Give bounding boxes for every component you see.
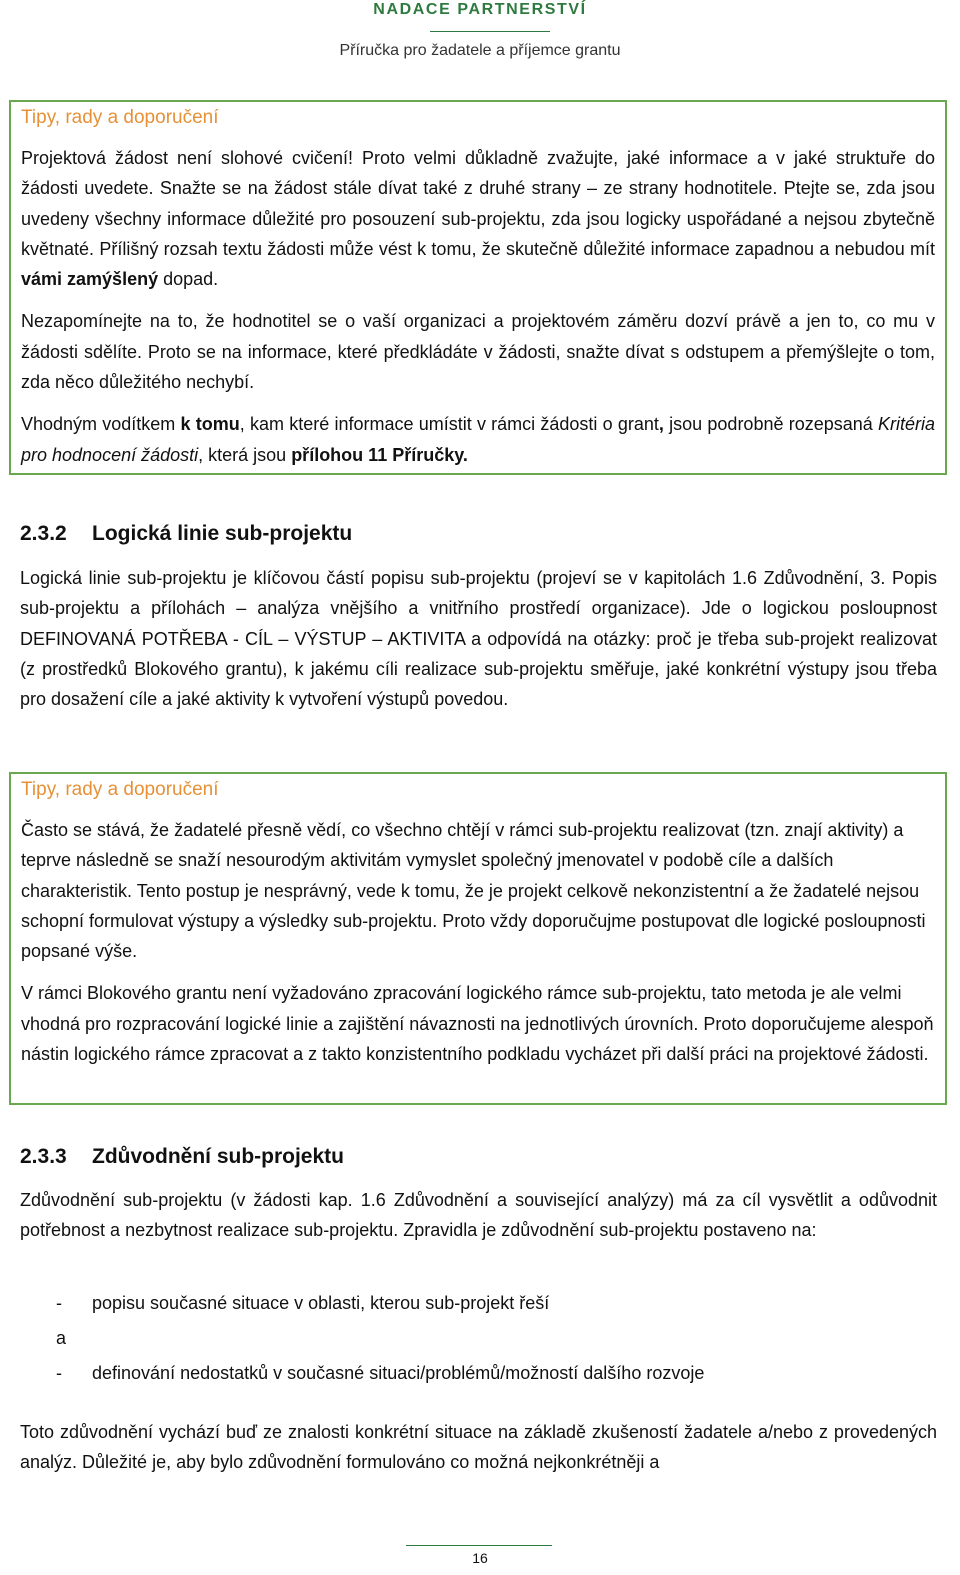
section-body xyxy=(20,1185,937,1246)
bold-text: k tomu xyxy=(180,414,240,435)
page-number: 16 xyxy=(472,1550,488,1566)
text-run: , která jsou xyxy=(198,444,292,465)
tips-paragraph xyxy=(21,143,935,294)
tips-box-title: Tipy, rady a doporučení xyxy=(21,107,219,128)
list-item-text: popisu současné situace v oblasti, kterou sub-projekt řeší xyxy=(92,1293,550,1313)
text-run: , kam které informace umístit v rámci žádosti o grant xyxy=(239,414,659,435)
list-dash: - xyxy=(56,1363,62,1383)
italic-text: Kritéria pro hodnocení žádosti xyxy=(21,414,935,465)
list-item-text: definování nedostatků v současné situaci/problémů/možností dalšího rozvoje xyxy=(92,1363,705,1383)
body-paragraph: Logická linie sub-projektu je klíčovou částí popisu sub-projektu (projeví se v kapitolách 1.6 Zdůvodnění, 3. Popis sub-projektu a přílohách – analýza vnějšího a vnitřního prostředí organizace). Jde o logickou posloupnost DEFINOVANÁ POTŘEBA - CÍL – VÝSTUP – AKTIVITA a odpovídá na otázky: proč je třeba sub-projekt realizovat (z prostředků Blokového grantu), k jakému cíli realizace sub-projektu směřuje, jaké konkrétní výstupy jsou třeba pro dosažení cíle a jaké aktivity k vytvoření výstupů povedou. xyxy=(20,568,937,710)
body-paragraph: Zdůvodnění sub-projektu (v žádosti kap. 1.6 Zdůvodnění a související analýzy) má za cíl vysvětlit a odůvodnit potřebnost a nezbytnost realizace sub-projektu. Zpravidla je zdůvodnění sub-projektu postaveno na: xyxy=(20,1190,937,1241)
section-body xyxy=(20,1417,937,1478)
body-paragraph: Toto zdůvodnění vychází buď ze znalosti konkrétní situace na základě zkušeností žadatele a/nebo z provedených analýz. Důležité je, aby bylo zdůvodnění formulováno co možná nejkonkrétněji a xyxy=(20,1422,937,1473)
text-run: Projektová žádost není slohové cvičení! Proto velmi důkladně zvažujte, jaké informace a v jaké struktuře do žádosti uvedete. Snažte se na žádost stále dívat také z druhé strany – ze strany hodnotitele. Ptejte se, zda jsou uvedeny všechny informace důležité pro posouzení sub-projektu, zda jsou logicky uspořádané a nejsou zbytečně květnaté. Přílišný rozsah textu žádosti může vést k tomu, že skutečně důležité informace zapadnou a nebudou mít xyxy=(21,148,935,259)
section-title: Logická linie sub-projektu xyxy=(92,522,353,545)
text-run: dopad. xyxy=(158,269,219,290)
tips-paragraph: Často se stává, že žadatelé přesně vědí, co všechno chtějí v rámci sub-projektu realizovat (tzn. znají aktivity) a teprve následně se snaží nesourodým aktivitám vymyslet společný jmenovatel v podobě cíle a dalších charakteristik. Tento postup je nesprávný, vede k tomu, že je projekt celkově nekonzistentní a že žadatelé nejsou schopní formulovat výstupy a výsledky sub-projektu. Proto vždy doporučujme postupovat dle logické posloupnosti popsané výše. xyxy=(21,820,926,962)
header-brand: NADACE PARTNERSTVÍ xyxy=(373,1,587,18)
list-item xyxy=(20,1288,549,1318)
tips-paragraph: Nezapomínejte na to, že hodnotitel se o vaší organizaci a projektovém záměru dozví právě a jen to, co mu v žádosti sdělíte. Proto se na informace, které předkládáte v žádosti, snažte dívat s odstupem a přemýšlejte o tom, zda něco důležitého nechybí. xyxy=(21,311,935,393)
header-subtitle: Příručka pro žadatele a příjemce grantu xyxy=(339,42,621,59)
text-run: jsou podrobně rozepsaná xyxy=(663,414,878,435)
bold-text: vámi zamýšlený xyxy=(21,269,159,290)
tips-paragraph: V rámci Blokového grantu není vyžadováno zpracování logického rámce sub-projektu, tato metoda je ale velmi vhodná pro rozpracování logické linie a zajištění návaznosti na jednotlivých úrovních. Proto doporučujeme alespoň nástin logického rámce zpracovat a z takto konzistentního podkladu vycházet při další práci na projektové žádosti. xyxy=(21,983,934,1065)
bold-text: přílohou 11 Příručky. xyxy=(291,444,468,465)
list-conjunction: a xyxy=(56,1328,67,1348)
text-run: Vhodným vodítkem xyxy=(21,414,181,435)
tips-box-2 xyxy=(9,772,947,1105)
list-dash: - xyxy=(56,1293,62,1313)
section-body xyxy=(20,563,937,714)
tips-paragraph xyxy=(21,409,935,470)
section-heading xyxy=(20,522,352,546)
tips-box-1 xyxy=(9,100,947,475)
section-number: 2.3.3 xyxy=(20,1145,67,1168)
bold-text: , xyxy=(658,414,664,435)
tips-box-title: Tipy, rady a doporučení xyxy=(21,779,219,800)
section-heading xyxy=(20,1145,344,1169)
section-title: Zdůvodnění sub-projektu xyxy=(92,1145,344,1168)
section-number: 2.3.2 xyxy=(20,522,67,545)
list-item xyxy=(20,1358,704,1388)
footer-divider xyxy=(406,1545,552,1546)
header-divider xyxy=(430,31,550,32)
